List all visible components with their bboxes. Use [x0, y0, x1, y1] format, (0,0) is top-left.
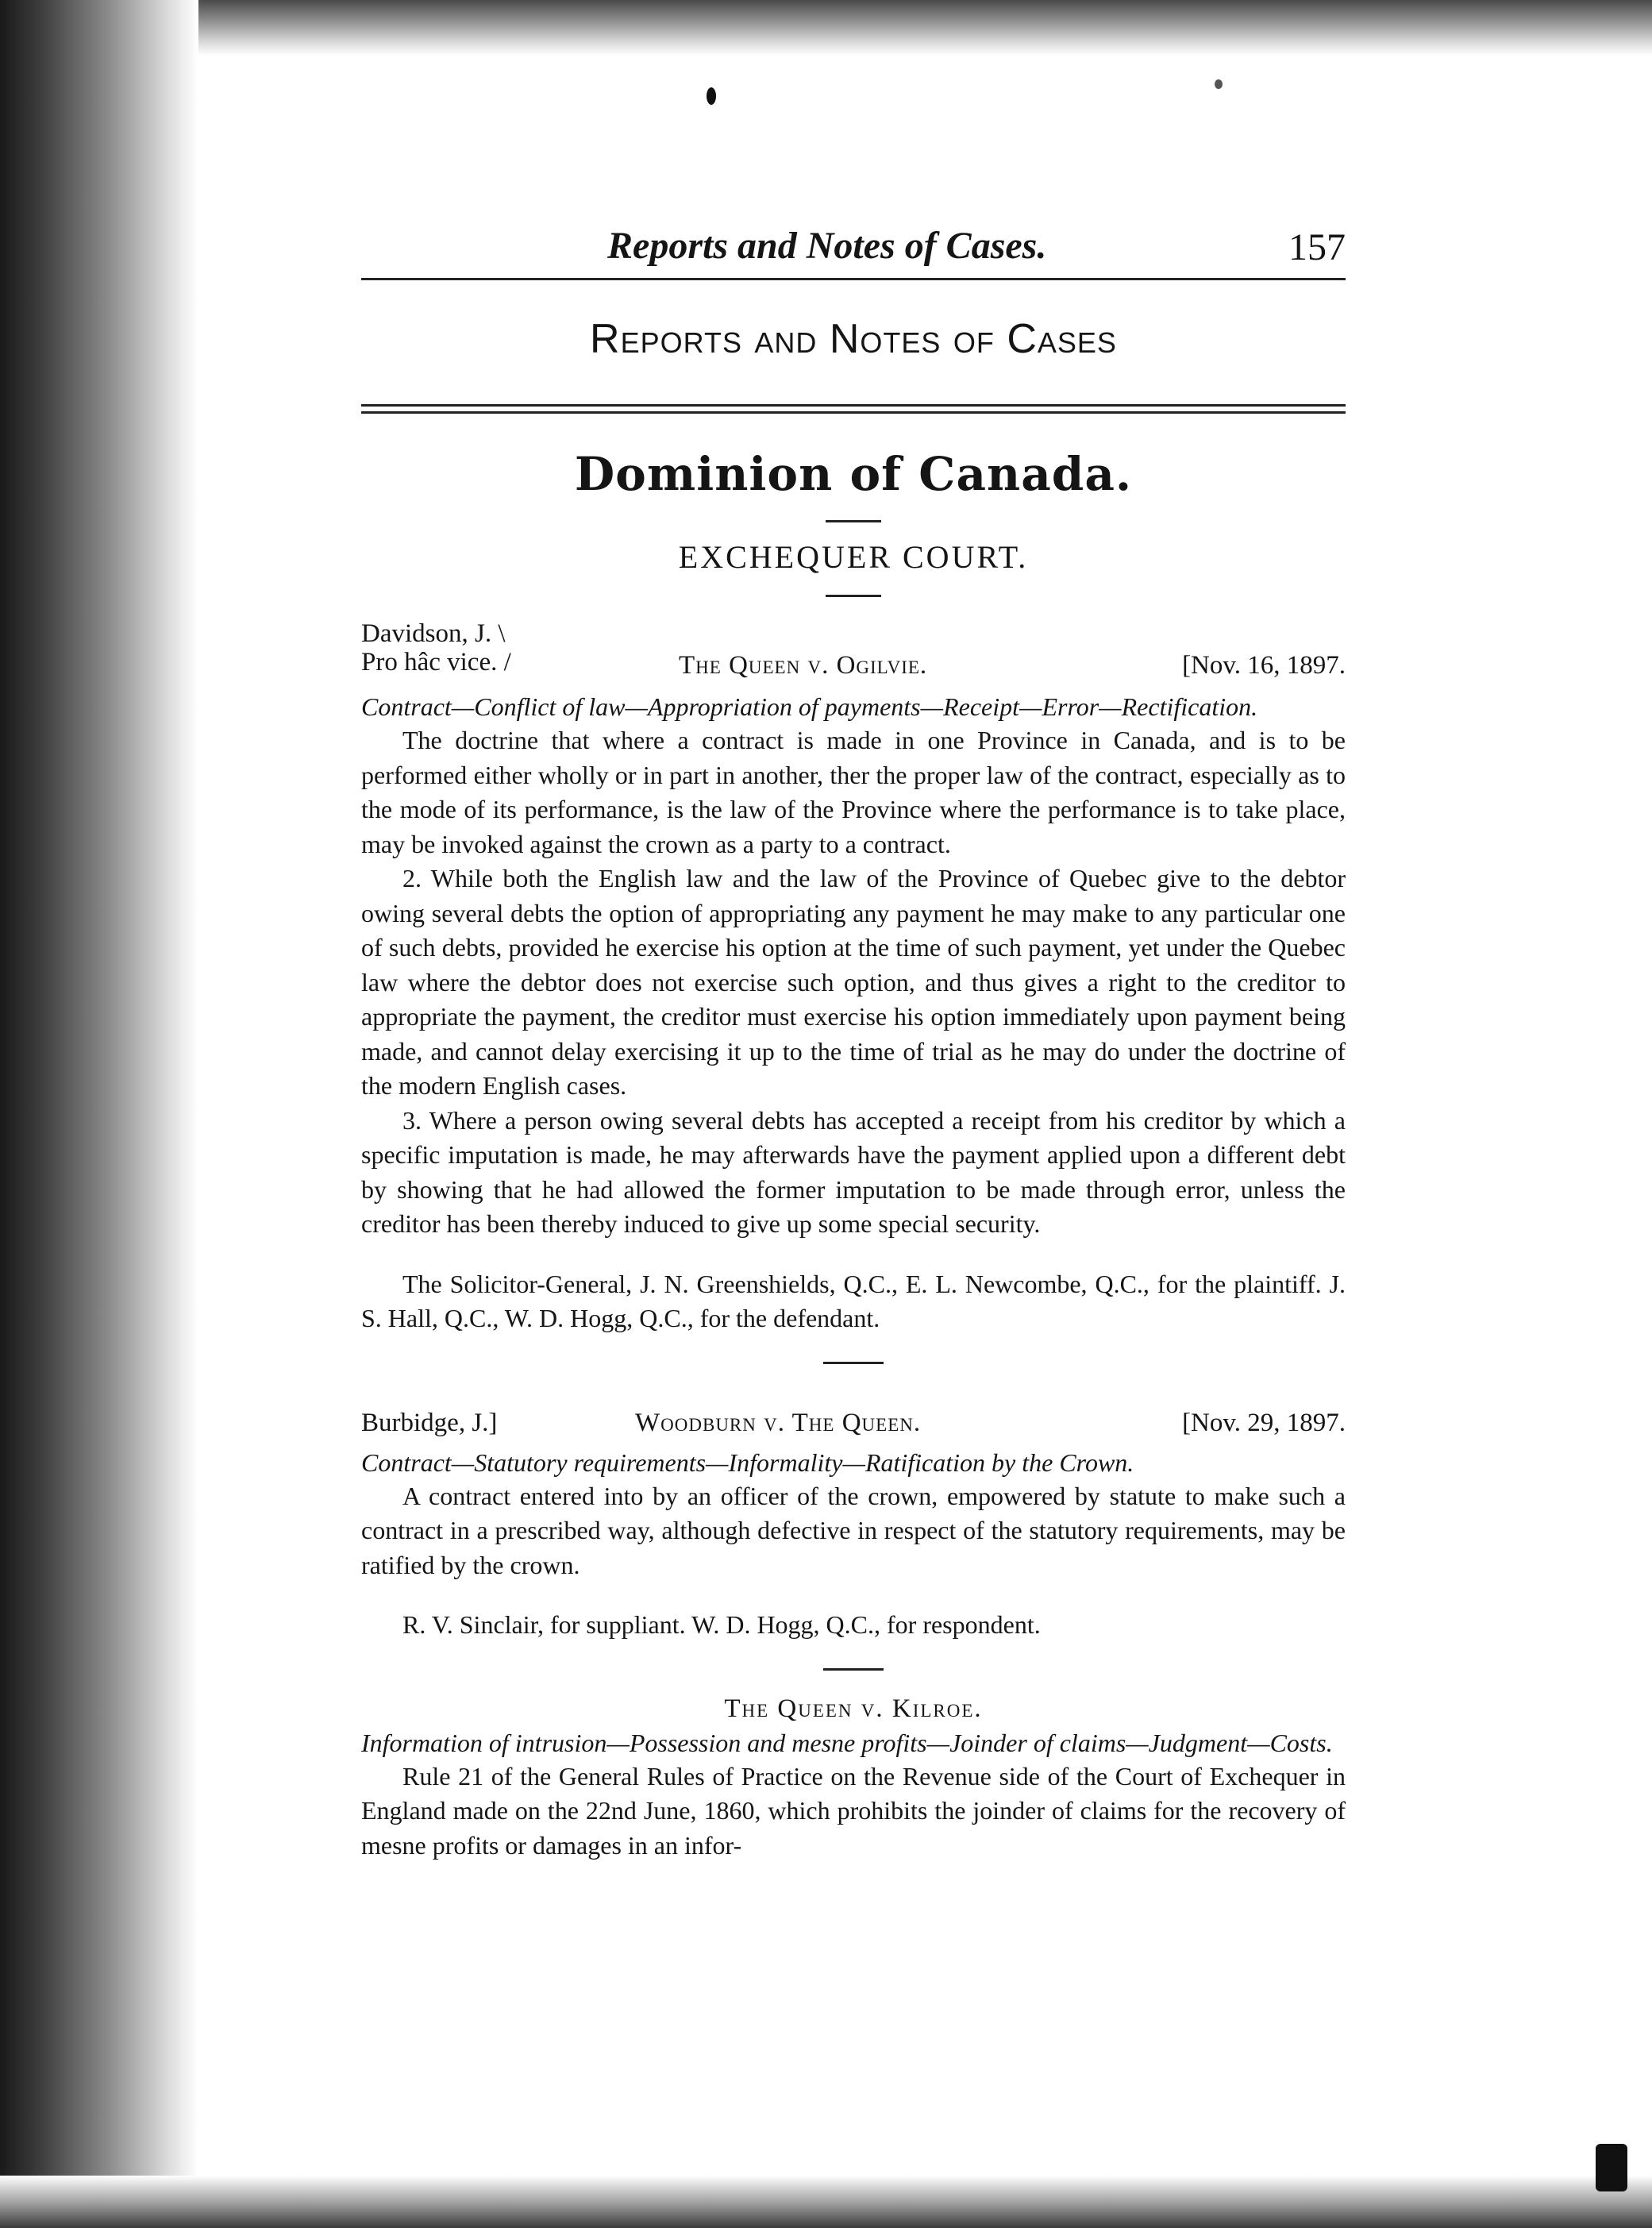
case-name: Woodburn v. The Queen.	[635, 1408, 922, 1437]
case-header	[361, 1405, 1346, 1444]
judge	[361, 619, 511, 676]
case-header	[361, 619, 1346, 688]
scan-edge-left	[0, 0, 198, 2228]
scan-edge-top	[0, 0, 1652, 56]
divider	[823, 1668, 884, 1671]
page-content	[361, 214, 1346, 1863]
case-woodburn	[361, 1405, 1346, 1643]
paragraph: The doctrine that where a contract is made in one Province in Canada, and is to be performed either wholly or in part in another, ther the proper law of the contract, especially as to the mode of its performance, is the law of the Province where the performance is to take place, may be invoked against the crown as a party to a contract.	[361, 726, 1346, 858]
paragraph: 2. While both the English law and the law of the Province of Quebec give to the debtor owing several debts the option of appropriating any payment he may make to any particular one of such debts, provided he exercise his option at the time of such payment, yet under the Quebec law where the debtor does not exercise such option, and thus gives a right to the creditor to appropriate the payment, the creditor must exercise his option immediately upon payment being made, and cannot delay exercising it up to the time of trial as he may do under the doctrine of the modern English cases.	[361, 864, 1346, 1100]
divider	[826, 520, 881, 522]
judge-line: Burbidge, J.]	[361, 1408, 498, 1437]
page-number: 157	[1288, 226, 1346, 268]
case-ogilvie	[361, 619, 1346, 1336]
headnote: Contract—Conflict of law—Appropriation of payments—Receipt—Error—Rectification.	[361, 692, 1258, 721]
divider	[823, 1362, 884, 1364]
case-kilroe	[361, 1694, 1346, 1864]
scan-mark	[1596, 2144, 1627, 2191]
running-title: Reports and Notes of Cases.	[607, 225, 1047, 267]
scan-speck	[1215, 79, 1223, 89]
double-rule	[361, 404, 1346, 414]
counsel: R. V. Sinclair, for suppliant. W. D. Hogg, Q.C., for respondent.	[402, 1610, 1041, 1639]
paragraph: 3. Where a person owing several debts has accepted a receipt from his creditor by which a specific imputation is made, he may afterwards have the payment applied upon a different debt by showing that he had allowed the former imputation to be made through error, unless the creditor has been thereby induced to give up some special security.	[361, 1105, 1346, 1238]
headnote: Contract—Statutory requirements—Informality—Ratification by the Crown.	[361, 1447, 1134, 1477]
headnote: Information of intrusion—Possession and mesne profits—Joinder of claims—Judgment—Costs.	[361, 1728, 1333, 1757]
case-name: The Queen v. Kilroe.	[724, 1694, 983, 1723]
scan-speck	[707, 87, 716, 105]
judge	[361, 1409, 497, 1437]
divider	[826, 595, 881, 597]
case-name: The Queen v. Ogilvie.	[679, 651, 928, 680]
running-head	[361, 214, 1346, 280]
case-date: [Nov. 29, 1897.	[1182, 1408, 1346, 1437]
judge-line: Pro hâc vice. /	[361, 648, 511, 676]
paragraph: A contract entered into by an officer of the crown, empowered by statute to make such a contract in a prescribed way, although defective in respect of the statutory requirements, may be ratified by the crown.	[361, 1481, 1346, 1579]
section-title: Reports and Notes of Cases	[590, 316, 1117, 362]
court-name: EXCHEQUER COURT.	[678, 539, 1029, 575]
judge-line: Davidson, J. \	[361, 619, 506, 648]
scan-edge-bottom	[0, 2176, 1652, 2228]
paragraph: Rule 21 of the General Rules of Practice on the Revenue side of the Court of Exchequer in England made on the 22nd June, 1860, which prohibits the joinder of claims for the recovery of mesne profits or damages in an infor-	[361, 1761, 1346, 1860]
case-date: [Nov. 16, 1897.	[1182, 651, 1346, 680]
counsel: The Solicitor-General, J. N. Greenshields, Q.C., E. L. Newcombe, Q.C., for the plaintiff. J. S. Hall, Q.C., W. D. Hogg, Q.C., for the defendant.	[361, 1269, 1346, 1332]
jurisdiction-title: Dominion of Canada.	[574, 447, 1133, 501]
